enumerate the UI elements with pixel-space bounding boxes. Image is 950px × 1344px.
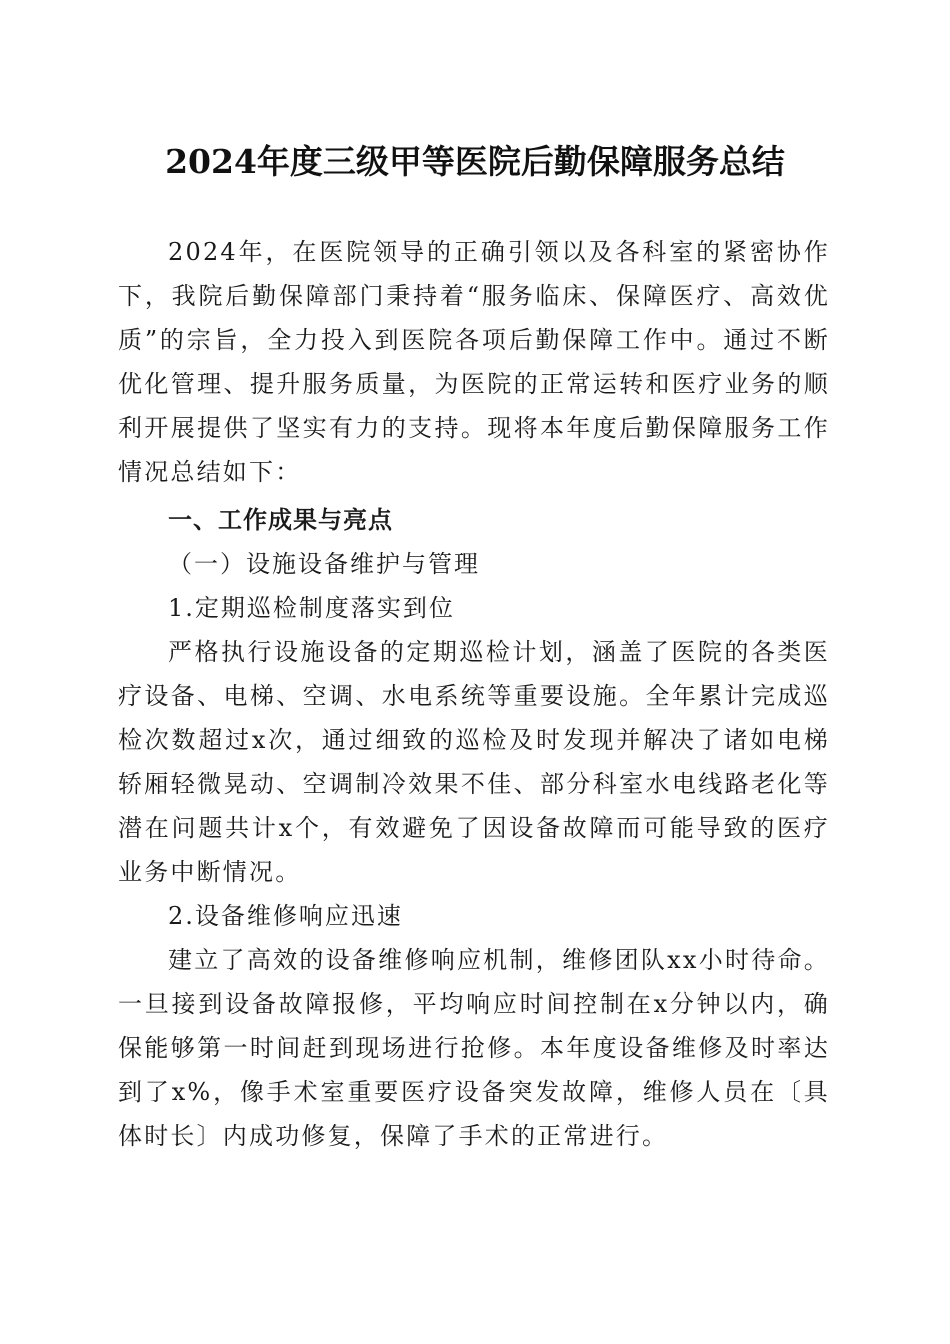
- intro-paragraph: 2024年，在医院领导的正确引领以及各科室的紧密协作下，我院后勤保障部门秉持着“服务临床、保障医疗、高效优质”的宗旨，全力投入到医院各项后勤保障工作中。通过不断优化管理、提升服务质量，为医院的正常运转和医疗业务的顺利开展提供了坚实有力的支持。现将本年度后勤保障服务工作情况总结如下：: [118, 238, 830, 486]
- document-title: 2024年度三级甲等医院后勤保障服务总结: [165, 142, 785, 181]
- subsection-heading-facilities: （一）设施设备维护与管理: [168, 550, 480, 578]
- item-heading-inspection: 1.定期巡检制度落实到位: [168, 594, 455, 622]
- document-body: [118, 230, 830, 1158]
- item-paragraph-inspection: 严格执行设施设备的定期巡检计划，涵盖了医院的各类医疗设备、电梯、空调、水电系统等重要设施。全年累计完成巡检次数超过x次，通过细致的巡检及时发现并解决了诸如电梯轿厢轻微晃动、空调制冷效果不佳、部分科室水电线路老化等潜在问题共计x个，有效避免了因设备故障而可能导致的医疗业务中断情况。: [118, 638, 830, 886]
- item-paragraph-repair: 建立了高效的设备维修响应机制，维修团队xx小时待命。一旦接到设备故障报修，平均响应时间控制在x分钟以内，确保能够第一时间赶到现场进行抢修。本年度设备维修及时率达到了x%，像手术室重要医疗设备突发故障，维修人员在〔具体时长〕内成功修复，保障了手术的正常进行。: [118, 946, 830, 1150]
- section-heading-achievements: 一、工作成果与亮点: [168, 506, 393, 534]
- item-heading-repair: 2.设备维修响应迅速: [168, 902, 403, 930]
